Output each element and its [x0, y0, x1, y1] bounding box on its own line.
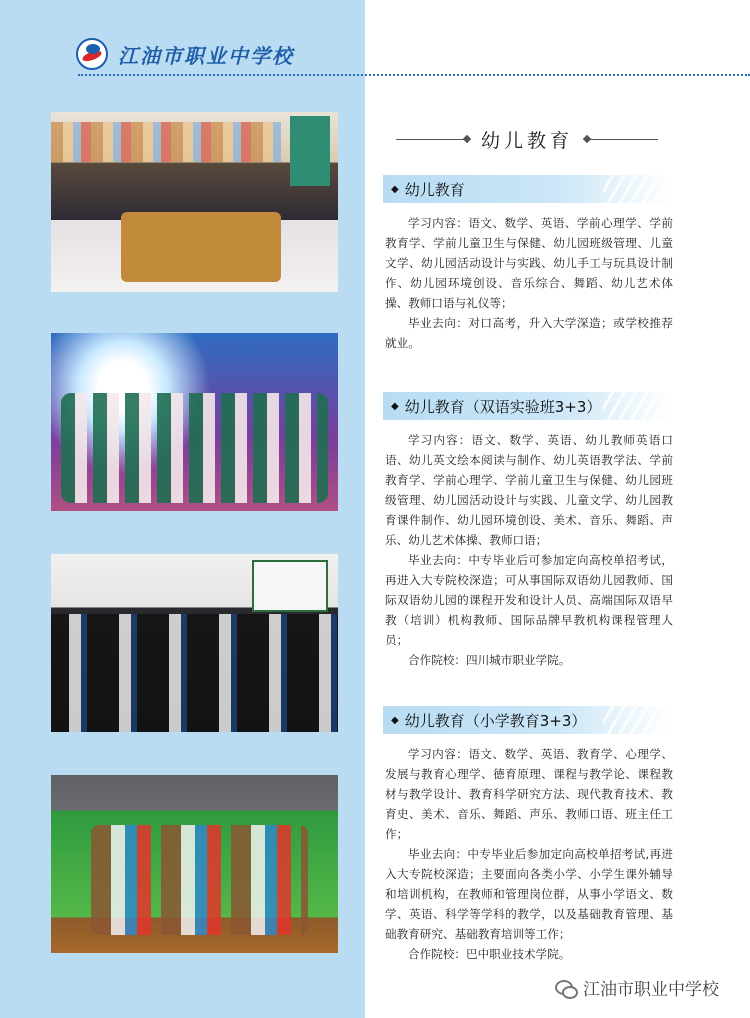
header-divider: [78, 74, 750, 76]
photo-handcraft-class: [51, 112, 338, 292]
diamond-bullet-icon: ◆: [391, 183, 399, 195]
program-description: [383, 744, 673, 964]
school-header: [76, 38, 294, 70]
photo-stage-play: [51, 775, 338, 953]
program-graduation-paragraph: 毕业去向：对口高考，升入大学深造；或学校推荐就业。: [385, 316, 673, 350]
wechat-watermark: [555, 975, 719, 1000]
program-early-childhood: [383, 175, 673, 353]
photo-board: [252, 560, 328, 612]
program-title: 幼儿教育（小学教育3+3）: [404, 711, 587, 730]
diamond-bullet-icon: ◆: [391, 714, 399, 726]
heading-rule-right: [587, 139, 658, 140]
photo-piano-class: [51, 554, 338, 732]
photo-door: [290, 116, 330, 186]
program-partner-paragraph: 合作院校：四川城市职业学院。: [408, 653, 571, 667]
photo-dancers: [61, 393, 328, 503]
program-description: [383, 430, 673, 670]
program-description: [383, 213, 673, 353]
photo-dance-performance: [51, 333, 338, 511]
program-title-bar: [383, 175, 673, 203]
program-title: 幼儿教育: [404, 180, 465, 199]
program-content-paragraph: 学习内容：语文、数学、英语、教育学、心理学、发展与教育心理学、德育原理、课程与教学论、课程教材与教学设计、教育科学研究方法、现代教育技术、教育史、美术、音乐、舞蹈、声乐、教师口语、班主任工作；: [385, 747, 673, 841]
watermark-text: 江油市职业中学校: [583, 980, 719, 1000]
photo-students: [51, 614, 338, 732]
program-bilingual: [383, 392, 673, 670]
program-primary-education: [383, 706, 673, 964]
photo-cast: [91, 825, 308, 935]
program-title-bar: [383, 706, 673, 734]
program-content-paragraph: 学习内容：语文、数学、英语、学前心理学、学前教育学、学前儿童卫生与保健、幼儿园班级管理、儿童文学、幼儿园活动设计与实践、幼儿手工与玩具设计制作、幼儿园环境创设、音乐综合、舞蹈、幼儿艺术体操、教师口语与礼仪等；: [385, 216, 673, 310]
program-title: 幼儿教育（双语实验班3+3）: [404, 397, 602, 416]
program-title-bar: [383, 392, 673, 420]
program-content-paragraph: 学习内容：语文、数学、英语、幼儿教师英语口语、幼儿英文绘本阅读与制作、幼儿英语教学法、学前教育学、学前心理学、学前儿童卫生与保健、幼儿园班级管理、幼儿园活动设计与实践、儿童文学、幼儿园教育课件制作、幼儿园环境创设、美术、音乐、舞蹈、声乐、幼儿艺术体操、教师口语；: [385, 433, 673, 547]
program-graduation-paragraph: 毕业去向：中专毕业后参加定向高校单招考试,再进入大专院校深造；主要面向各类小学、小学生课外辅导和培训机构，在教师和管理岗位群，从事小学语文、数学、英语、科学等学科的教学，以及基础教育管理、基础教育研究、基础教育培训等工作；: [385, 847, 673, 941]
school-name: 江油市职业中学校: [118, 43, 294, 68]
program-graduation-paragraph: 毕业去向：中专毕业后可参加定向高校单招考试，再进入大专院校深造；可从事国际双语幼儿园教师、国际双语幼儿园的课程开发和设计人员、高端国际双语早教（培训）机构教师、国际品牌早教机构课程管理人员；: [385, 553, 673, 647]
heading-rule-left: [396, 139, 467, 140]
photo-table: [121, 212, 281, 282]
wechat-icon: [555, 977, 577, 999]
section-title: 幼儿教育: [481, 130, 574, 152]
program-partner-paragraph: 合作院校：巴中职业技术学院。: [408, 947, 571, 961]
school-logo-icon: [76, 38, 108, 70]
diamond-bullet-icon: ◆: [391, 400, 399, 412]
photo-shelf: [51, 122, 281, 162]
section-heading: [396, 126, 658, 153]
